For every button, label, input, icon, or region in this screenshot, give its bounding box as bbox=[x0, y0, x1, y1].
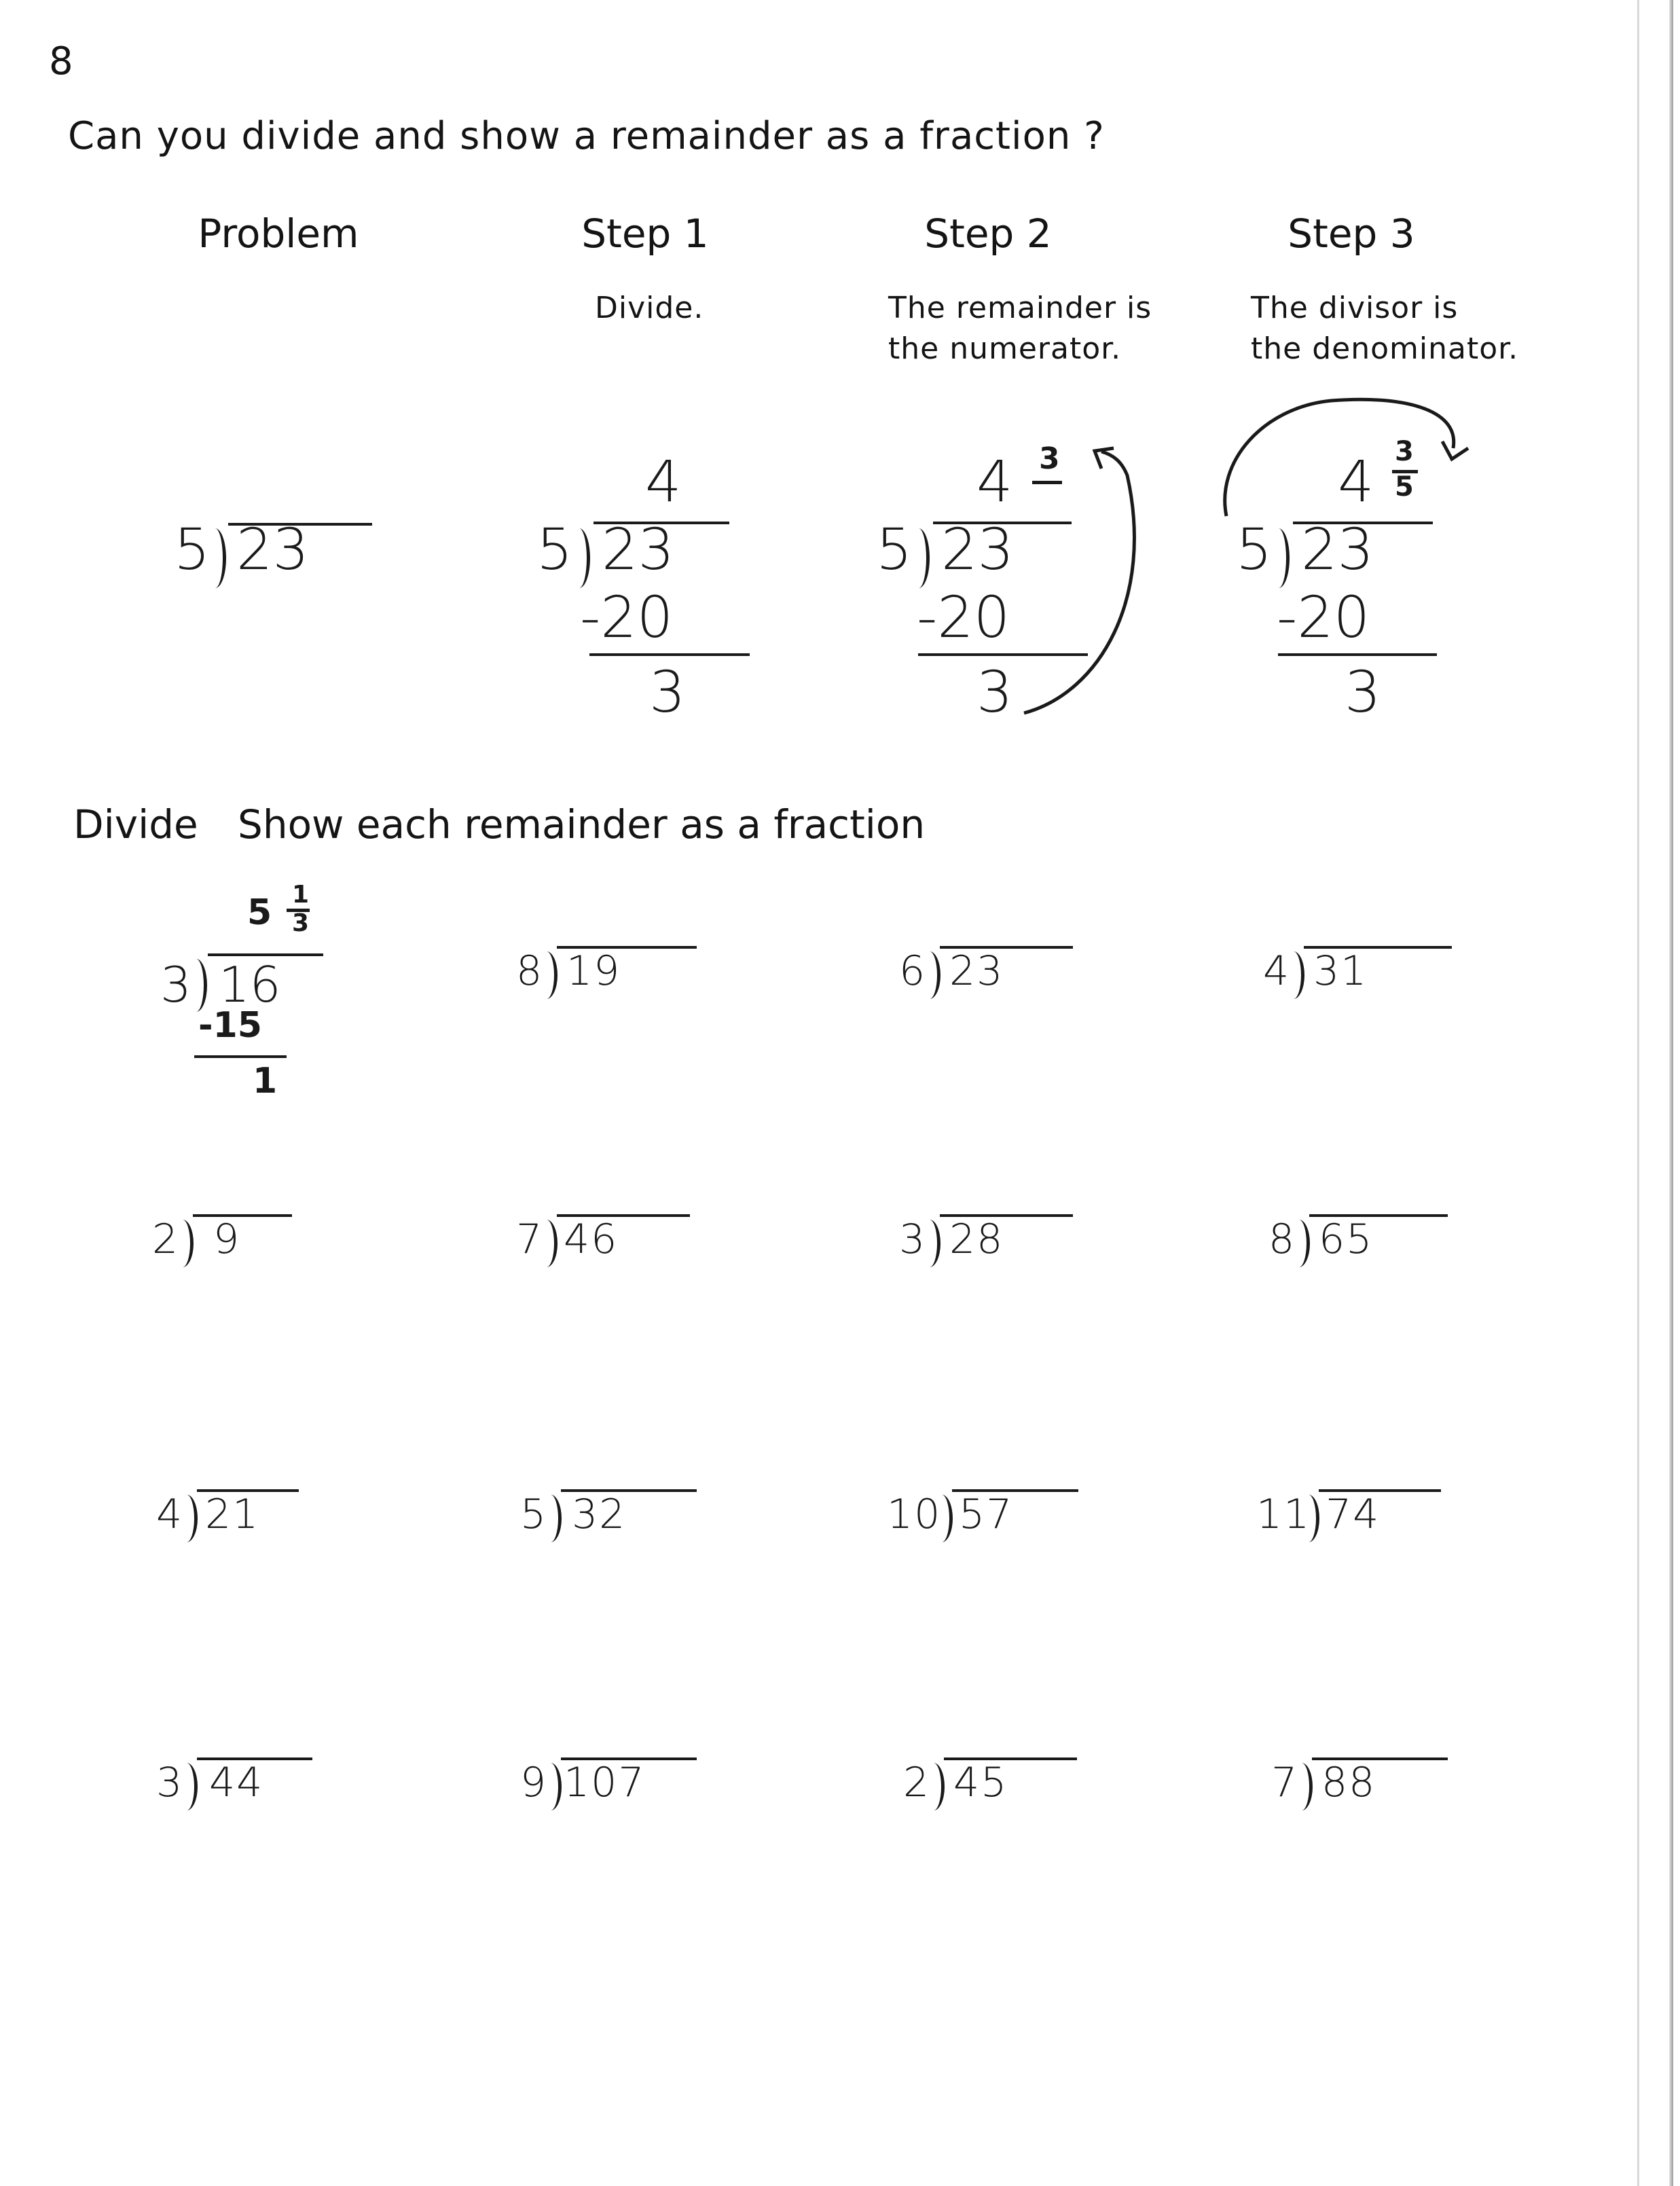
practice-instruction: Show each remainder as a fraction bbox=[238, 801, 926, 848]
step-2-description: The remainder is the numerator. bbox=[888, 291, 1152, 366]
arrowhead-left bbox=[1095, 448, 1114, 469]
remainder-to-numerator-arrow bbox=[1024, 452, 1134, 713]
header-step-2: Step 2 bbox=[924, 211, 1052, 257]
divisor-to-denominator-arrow bbox=[1225, 399, 1454, 516]
page-title: Can you divide and show a remainder as a fraction ? bbox=[68, 114, 1105, 158]
practice-label: Divide bbox=[73, 801, 198, 848]
header-step-1: Step 1 bbox=[581, 211, 709, 257]
step-1-description: Divide. bbox=[595, 291, 704, 325]
header-problem: Problem bbox=[198, 211, 359, 257]
header-step-3: Step 3 bbox=[1288, 211, 1415, 257]
page-number: 8 bbox=[49, 39, 73, 84]
step-3-description: The divisor is the denominator. bbox=[1251, 291, 1519, 366]
